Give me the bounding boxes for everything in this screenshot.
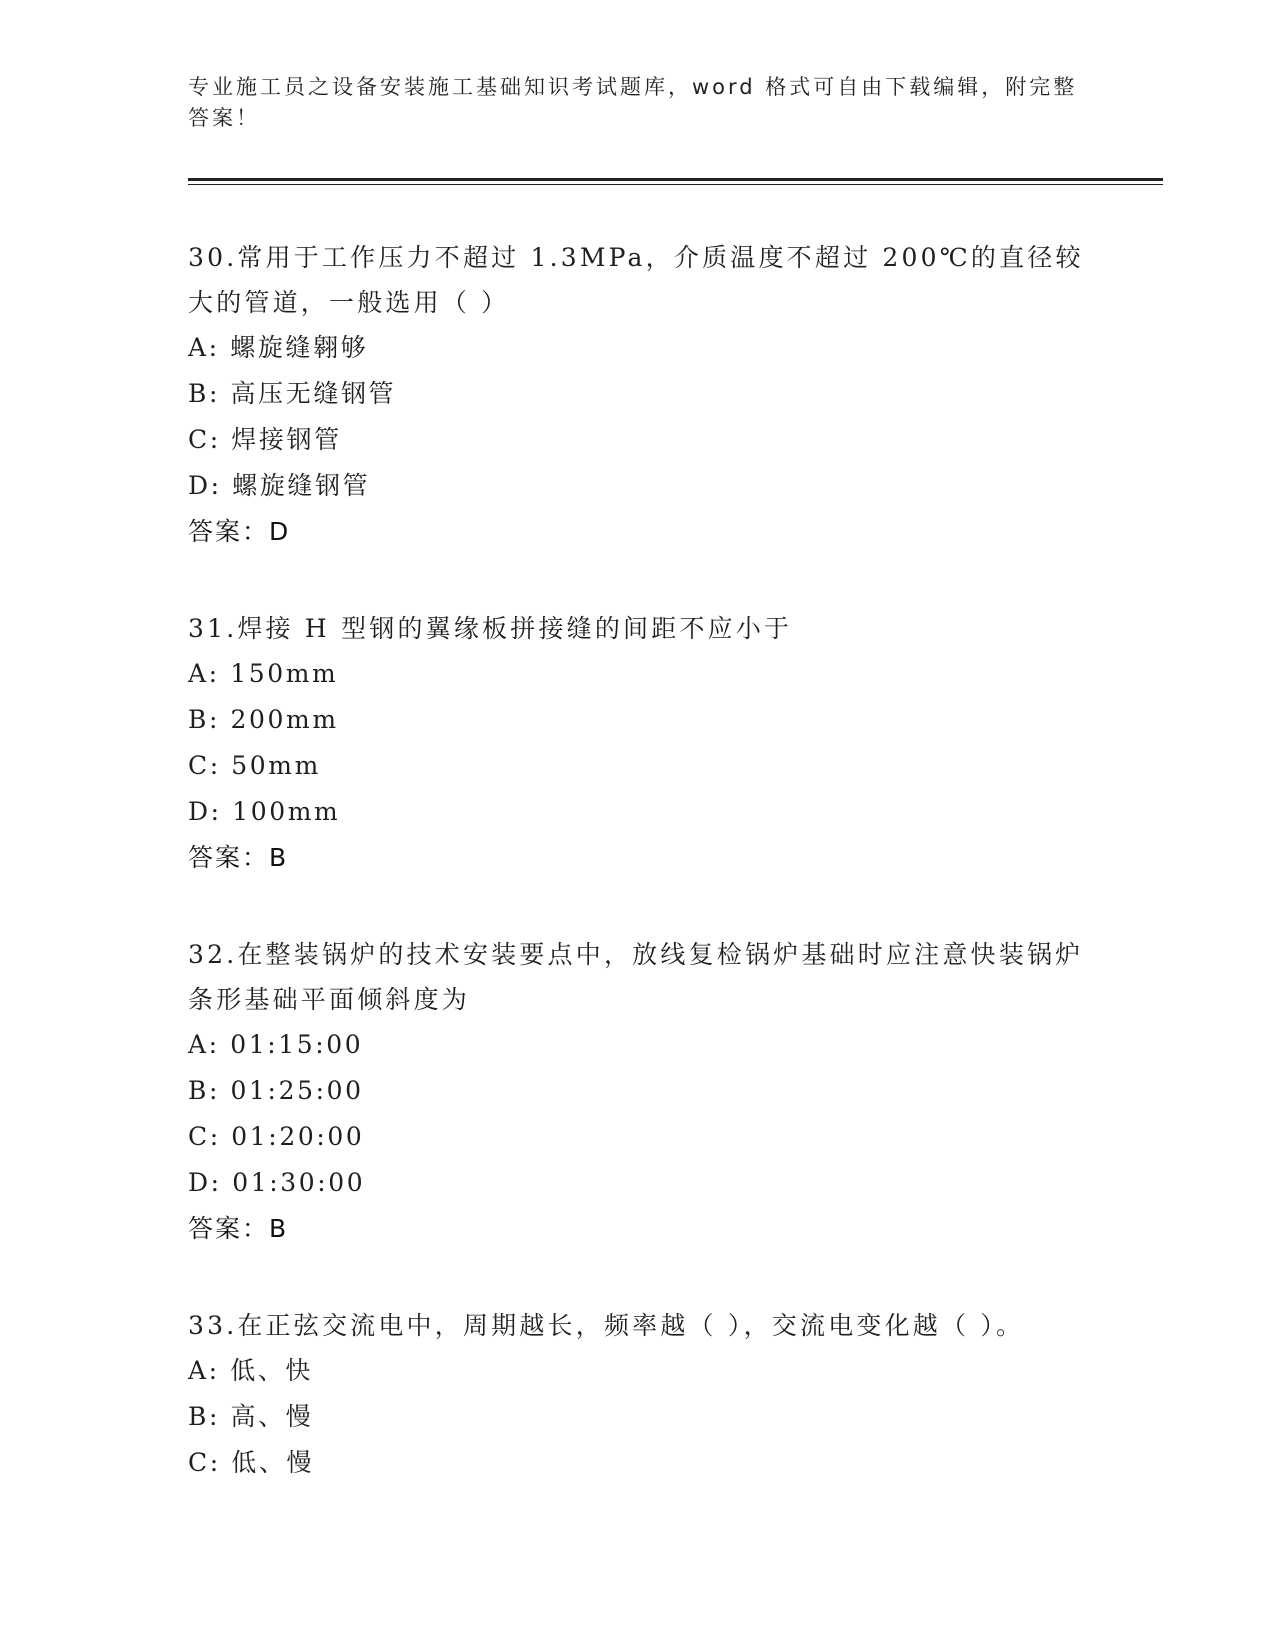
answer-line: 答案：B — [188, 843, 289, 872]
option-c: C: 焊接钢管 — [188, 425, 342, 454]
document-header: 专业施工员之设备安装施工基础知识考试题库，word 格式可自由下载编辑，附完整答案！ — [188, 75, 1078, 130]
option-c: C: 50mm — [188, 751, 321, 780]
question-text: 32.在整装锅炉的技术安装要点中，放线复检锅炉基础时应注意快装锅炉条形基础平面倾斜度为 — [188, 940, 1084, 1014]
header-divider-thick — [188, 178, 1163, 181]
option-c: C: 01:20:00 — [188, 1122, 365, 1151]
option-b: B: 高压无缝钢管 — [188, 379, 397, 408]
option-b: B: 200mm — [188, 705, 339, 734]
header-divider-thin — [188, 184, 1163, 185]
question-text: 33.在正弦交流电中，周期越长，频率越（ ），交流电变化越（ ）。 — [188, 1311, 1025, 1340]
option-c: C: 低、慢 — [188, 1448, 315, 1477]
question-32 — [188, 932, 1088, 1252]
question-30 — [188, 235, 1088, 555]
question-text: 30.常用于工作压力不超过 1.3MPa，介质温度不超过 200℃的直径较大的管道，一般选用（ ） — [188, 243, 1084, 317]
option-a: A: 螺旋缝翱够 — [188, 333, 369, 362]
option-d: D: 01:30:00 — [188, 1168, 366, 1197]
answer-line: 答案：B — [188, 1214, 289, 1243]
option-a: A: 低、快 — [188, 1356, 314, 1385]
option-d: D: 螺旋缝钢管 — [188, 471, 371, 500]
option-d: D: 100mm — [188, 797, 341, 826]
question-list — [188, 235, 1088, 1537]
option-a: A: 01:15:00 — [188, 1030, 364, 1059]
question-text: 31.焊接 H 型钢的翼缘板拼接缝的间距不应小于 — [188, 614, 793, 643]
option-b: B: 高、慢 — [188, 1402, 314, 1431]
question-31 — [188, 606, 1088, 881]
option-b: B: 01:25:00 — [188, 1076, 364, 1105]
question-33 — [188, 1303, 1088, 1486]
option-a: A: 150mm — [188, 659, 339, 688]
answer-line: 答案：D — [188, 517, 291, 546]
